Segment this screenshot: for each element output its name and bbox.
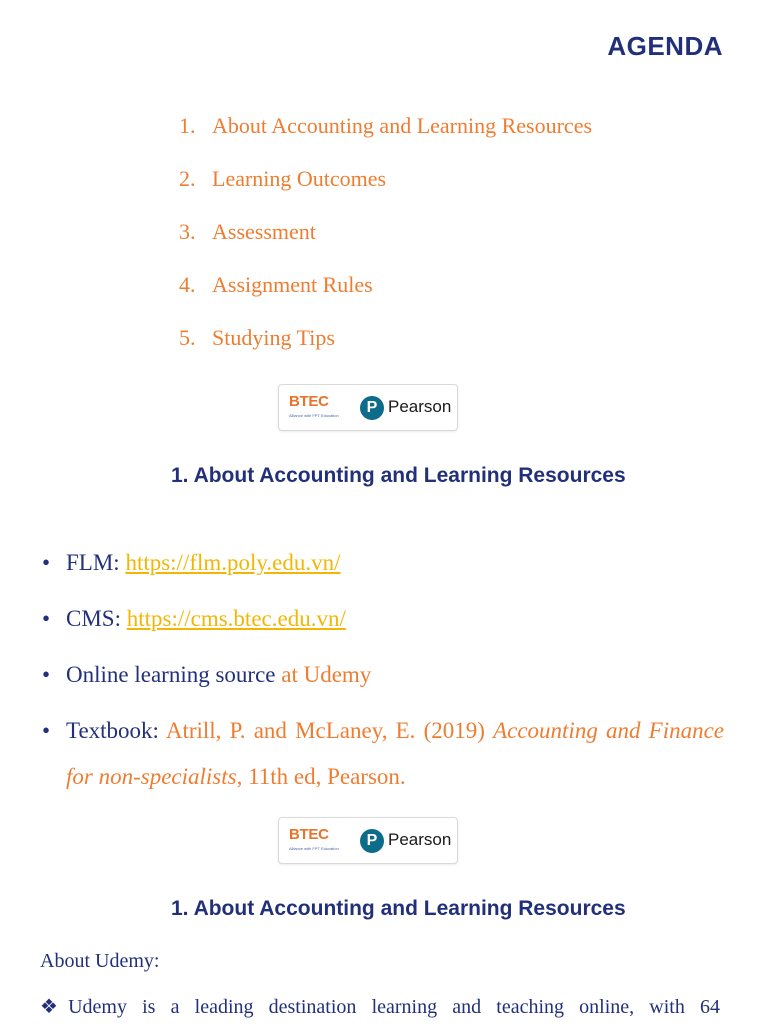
btec-logo: BTEC bbox=[289, 826, 329, 843]
agenda-item: 5. Studying Tips bbox=[179, 325, 335, 350]
pearson-logo: Pearson bbox=[388, 830, 452, 849]
agenda-item: 4. Assignment Rules bbox=[179, 272, 373, 297]
list-item: • Online learning source at Udemy bbox=[42, 652, 724, 698]
pearson-icon: P bbox=[360, 829, 384, 853]
bullet-icon: • bbox=[42, 550, 51, 575]
pearson-logo: Pearson bbox=[388, 397, 452, 416]
bullet-icon: • bbox=[42, 718, 51, 743]
list-item: • CMS: https://cms.btec.edu.vn/ bbox=[42, 596, 724, 642]
udemy-paragraph: ❖Udemy is a leading destination learning and teaching online, with 64 bbox=[40, 996, 721, 1018]
btec-logo: BTEC bbox=[289, 393, 329, 410]
list-item: • Textbook: Atrill, P. and McLaney, E. (2019) Accounting and Finance for non-specialists, 11th ed, Pearson. bbox=[42, 708, 724, 800]
list-item: • FLM: https://flm.poly.edu.vn/ bbox=[42, 540, 724, 586]
agenda-item: 1. About Accounting and Learning Resources bbox=[179, 113, 593, 138]
btec-pearson-logo bbox=[278, 384, 458, 431]
about-udemy-heading: About Udemy: bbox=[40, 950, 160, 972]
btec-tagline: Alliance with FPT Education bbox=[289, 413, 339, 418]
section-title: 1. About Accounting and Learning Resources bbox=[171, 897, 626, 920]
bullet-icon: • bbox=[42, 662, 51, 687]
agenda-list bbox=[179, 113, 592, 378]
btec-pearson-logo bbox=[278, 817, 458, 864]
resources-list bbox=[42, 540, 724, 810]
agenda-title: AGENDA bbox=[607, 31, 723, 61]
section-title: 1. About Accounting and Learning Resources bbox=[171, 464, 626, 487]
diamond-bullet-icon: ❖ bbox=[40, 996, 69, 1018]
btec-tagline: Alliance with FPT Education bbox=[289, 846, 339, 851]
agenda-item: 2. Learning Outcomes bbox=[179, 166, 387, 191]
pearson-icon: P bbox=[360, 396, 384, 420]
cms-link[interactable]: https://cms.btec.edu.vn/ bbox=[126, 606, 346, 631]
agenda-item: 3. Assessment bbox=[179, 219, 316, 244]
bullet-icon: • bbox=[42, 606, 51, 631]
flm-link[interactable]: https://flm.poly.edu.vn/ bbox=[125, 550, 341, 575]
